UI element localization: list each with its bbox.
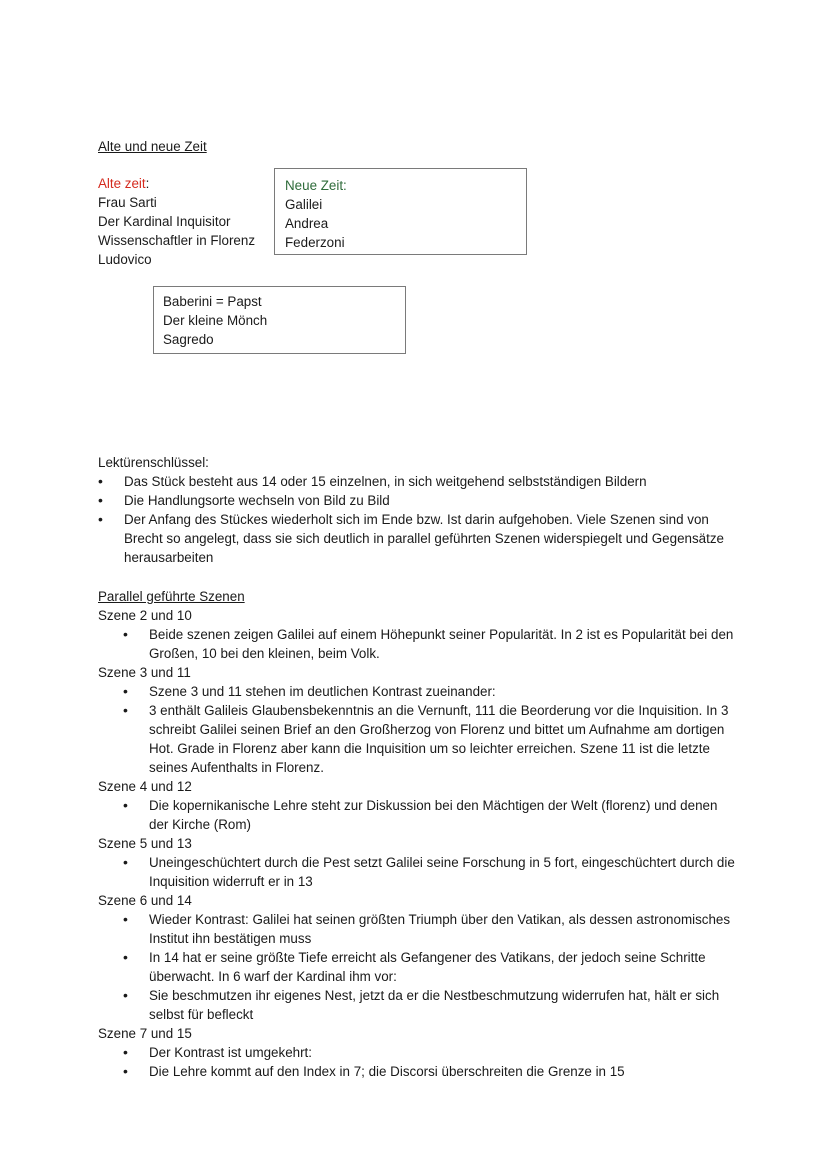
other-character-item: Sagredo (163, 332, 214, 347)
old-time-item: Ludovico (98, 252, 152, 267)
old-time-item: Frau Sarti (98, 195, 157, 210)
page-title: Alte und neue Zeit (98, 139, 207, 154)
new-time-item: Andrea (285, 216, 329, 231)
scene-list (98, 910, 738, 1024)
list-item: • Die Lehre kommt auf den Index in 7; die Discorsi überschreiten die Grenze in 15 (98, 1062, 738, 1081)
old-time-heading-colon: : (145, 176, 150, 191)
other-character-item: Baberini = Papst (163, 294, 262, 309)
old-time-heading (98, 174, 255, 193)
scene-heading: Szene 5 und 13 (98, 836, 192, 851)
lektuere-list (98, 472, 738, 567)
scene-heading: Szene 6 und 14 (98, 893, 192, 908)
new-time-heading: Neue Zeit: (285, 178, 347, 193)
other-character-item: Der kleine Mönch (163, 313, 268, 328)
list-item: • Szene 3 und 11 stehen im deutlichen Kontrast zueinander: (98, 682, 738, 701)
scene-heading: Szene 3 und 11 (98, 665, 191, 680)
scene-list (98, 796, 738, 834)
list-item: • Sie beschmutzen ihr eigenes Nest, jetzt da er die Nestbeschmutzung widerrufen hat, hält er sich selbst für befleckt (98, 986, 738, 1024)
other-characters-box (153, 286, 406, 354)
scene-heading: Szene 7 und 15 (98, 1026, 192, 1041)
old-time-item: Wissenschaftler in Florenz (98, 233, 256, 248)
list-item: • Der Kontrast ist umgekehrt: (98, 1043, 738, 1062)
new-time-item: Federzoni (285, 235, 345, 250)
list-item: • Die Handlungsorte wechseln von Bild zu Bild (98, 491, 738, 510)
list-item: • Wieder Kontrast: Galilei hat seinen größten Triumph über den Vatikan, als dessen astronomisches Institut ihn bestätigen muss (98, 910, 738, 948)
list-item: • Beide szenen zeigen Galilei auf einem Höhepunkt seiner Popularität. In 2 ist es Popularität bei den Großen, 10 bei den kleinen, beim Volk. (98, 625, 738, 663)
old-time-item: Der Kardinal Inquisitor (98, 214, 231, 229)
scene-heading: Szene 2 und 10 (98, 608, 192, 623)
parallel-scenes-section (98, 587, 738, 1081)
new-time-box (274, 168, 527, 255)
scene-list (98, 1043, 738, 1081)
lektuere-heading: Lektürenschlüssel: (98, 455, 209, 470)
scene-heading: Szene 4 und 12 (98, 779, 192, 794)
scene-list (98, 682, 738, 777)
list-item: • 3 enthält Galileis Glaubensbekenntnis an die Vernunft, 111 die Beorderung vor die Inquisition. In 3 schreibt Galilei seinen Brief an den Großherzog von Florenz und bittet um Aufnahme am dortigen Hot. Grade in Florenz aber kann die Inquisition um so leichter erreichen. Szene 11 ist die letzte seines Aufenthalts in Florenz. (98, 701, 738, 777)
scene-list (98, 625, 738, 663)
lektuere-section (98, 453, 738, 567)
new-time-item: Galilei (285, 197, 323, 212)
list-item: • Uneingeschüchtert durch die Pest setzt Galilei seine Forschung in 5 fort, eingeschüchtert durch die Inquisition widerruft er in 13 (98, 853, 738, 891)
parallel-heading: Parallel geführte Szenen (98, 589, 245, 604)
list-item: • Das Stück besteht aus 14 oder 15 einzelnen, in sich weitgehend selbstständigen Bildern (98, 472, 738, 491)
list-item: • Die kopernikanische Lehre steht zur Diskussion bei den Mächtigen der Welt (florenz) und denen der Kirche (Rom) (98, 796, 738, 834)
scene-list (98, 853, 738, 891)
old-time-list (98, 174, 255, 269)
list-item: • In 14 hat er seine größte Tiefe erreicht als Gefangener des Vatikans, der jedoch seine Schritte überwacht. In 6 warf der Kardinal ihm vor: (98, 948, 738, 986)
old-time-heading-text: Alte zeit (98, 176, 146, 191)
list-item: • Der Anfang des Stückes wiederholt sich im Ende bzw. Ist darin aufgehoben. Viele Szenen sind von Brecht so angelegt, dass sie sich deutlich in parallel geführten Szenen widerspiegelt und Gegensätze herausarbeiten (98, 510, 738, 567)
